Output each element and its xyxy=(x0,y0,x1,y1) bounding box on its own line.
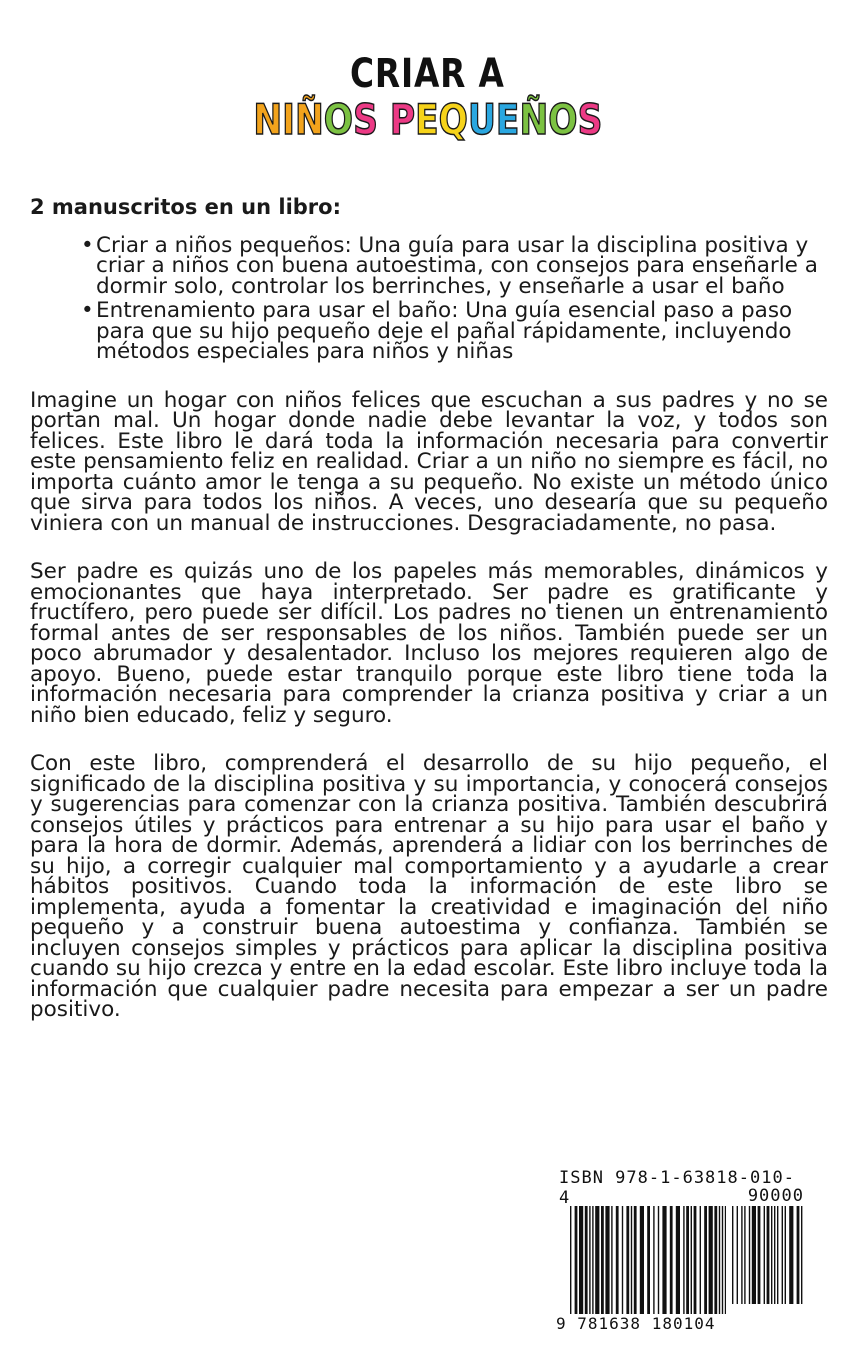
barcode-bar xyxy=(744,1206,745,1304)
barcode-bar xyxy=(626,1206,629,1314)
barcode-bar xyxy=(647,1206,650,1314)
barcode-bar xyxy=(709,1206,713,1314)
title-letter: Ñ xyxy=(294,95,324,144)
barcode-bar xyxy=(737,1206,738,1304)
title-letter: O xyxy=(547,95,578,144)
barcode-bar xyxy=(789,1206,793,1304)
title-letter: S xyxy=(352,95,378,144)
barcode-bar xyxy=(714,1206,717,1314)
isbn-barcode xyxy=(556,1168,806,1340)
barcode-bar xyxy=(700,1206,701,1314)
title-letter: P xyxy=(389,95,415,144)
barcode-bar xyxy=(782,1206,783,1304)
barcode-bar xyxy=(575,1206,578,1314)
title-letter: O xyxy=(323,95,353,144)
title-letter xyxy=(378,95,390,144)
barcode-bar xyxy=(592,1206,593,1314)
barcode-bar xyxy=(601,1206,604,1314)
barcode-bar xyxy=(691,1206,692,1314)
barcode-bar xyxy=(774,1206,775,1304)
title-letter: I xyxy=(281,95,295,144)
price-code: 90000 xyxy=(747,1186,804,1206)
list-item: • Entrenamiento para usar el baño: Una guía esencial paso a paso para que su hijo pequeño deje el pañal rápidamente, incluyendo métodos especiales para niños y niñas xyxy=(96,301,828,363)
barcode-bar xyxy=(704,1206,707,1314)
barcode-bar xyxy=(634,1206,637,1314)
barcode-bar xyxy=(683,1206,684,1314)
barcode-bar xyxy=(764,1206,765,1304)
manuscripts-list xyxy=(30,232,828,364)
barcode-bar xyxy=(771,1206,772,1304)
barcode-bar xyxy=(719,1206,720,1314)
barcode-bar xyxy=(640,1206,644,1314)
barcode-bar xyxy=(653,1206,654,1314)
barcode-bar xyxy=(670,1206,673,1314)
list-item: • Criar a niños pequeños: Una guía para usar la disciplina positiva y criar a niños con buena autoestima, con consejos para enseñarle a dormir solo, controlar los berrinches, y enseñarle a usar el baño xyxy=(96,236,828,298)
barcode-bar xyxy=(801,1206,802,1304)
barcode-bar xyxy=(611,1206,612,1314)
paragraph-parenting: Ser padre es quizás uno de los papeles más memorables, dinámicos y emocionantes que haya interpretado. Ser padre es gratificante y fructífero, pero puede ser difícil. Los padres no tienen un entrenamiento formal antes de ser responsables de los niños. También puede ser un poco abrumador y desalentador. Incluso los mejores requieren algo de apoyo. Bueno, puede estar tranquilo porque este libro tiene toda la información necesaria para comprender la crianza positiva y criar a un niño bien educado, feliz y seguro. xyxy=(30,559,828,728)
title-letter: N xyxy=(252,95,282,144)
title-line-1: CRIAR A xyxy=(350,51,505,97)
book-title xyxy=(0,52,855,144)
barcode-bar xyxy=(694,1206,697,1314)
barcode-bar xyxy=(741,1206,742,1304)
barcode-bar xyxy=(722,1206,723,1314)
barcode-bar xyxy=(725,1206,726,1314)
title-letter: S xyxy=(577,95,603,144)
barcode-bar xyxy=(767,1206,770,1304)
barcode-bar xyxy=(749,1206,750,1304)
barcode-bar xyxy=(605,1206,609,1314)
barcode-bar xyxy=(732,1206,733,1304)
barcode-bar xyxy=(570,1206,571,1314)
title-letter: U xyxy=(467,95,496,144)
barcode-bar xyxy=(758,1206,761,1304)
barcode-bar xyxy=(622,1206,623,1314)
ean-barcode-bars xyxy=(570,1206,726,1314)
paragraph-intro: Imagine un hogar con niños felices que escuchan a sus padres y no se portan mal. Un hogar donde nadie debe levantar la voz, y todos son felices. Este libro le dará toda la información necesaria para convertir este pensamiento feliz en realidad. Criar a un niño no siempre es fácil, no importa cuánto amor le tenga a su pequeño. No existe un método único que sirva para todos los niños. A veces, uno desearía que su pequeño viniera con un manual de instrucciones. Desgraciadamente, no pasa. xyxy=(30,387,828,536)
manuscripts-heading: 2 manuscritos en un libro: xyxy=(30,195,341,219)
title-line-2 xyxy=(253,96,602,144)
barcode-bar xyxy=(595,1206,599,1314)
barcode-bar xyxy=(585,1206,588,1314)
title-letter: Q xyxy=(438,95,468,144)
addon-barcode-bars xyxy=(732,1206,804,1304)
barcode-bar xyxy=(579,1206,583,1314)
barcode-bar xyxy=(662,1206,666,1314)
barcode-bar xyxy=(589,1206,590,1314)
barcode-bar xyxy=(616,1206,619,1314)
barcode-bar xyxy=(797,1206,800,1304)
barcode-bar xyxy=(676,1206,680,1314)
barcode-bar xyxy=(785,1206,786,1304)
ean-digits: 9 781638 180104 xyxy=(556,1314,716,1333)
isbn-label: ISBN 978-1-63818-010-4 xyxy=(559,1168,795,1208)
barcode-bar xyxy=(752,1206,756,1304)
barcode-bar xyxy=(777,1206,778,1304)
barcode-bar xyxy=(686,1206,689,1314)
title-letter: Ñ xyxy=(519,95,548,144)
paragraph-contents: Con este libro, comprenderá el desarrollo de su hijo pequeño, el significado de la disciplina positiva y su importancia, y conocerá consejos y sugerencias para comenzar con la crianza positiva. También descubrirá consejos útiles y prácticos para entrenar a su hijo para usar el baño y para la hora de dormir. Además, aprenderá a lidiar con los berrinches de su hijo, a corregir cualquier mal comportamiento y a ayudarle a crear hábitos positivos. Cuando toda la información de este libro se implementa, ayuda a fomentar la creatividad e imaginación del niño pequeño y a construir buena autoestima y confianza. También se incluyen consejos simples y prácticos para aplicar la disciplina positiva cuando su hijo crezca y entre en la edad escolar. Este libro incluye toda la información que cualquier padre necesita para empezar a ser un padre positivo. xyxy=(30,751,828,1022)
title-letter: E xyxy=(414,95,439,144)
title-letter: E xyxy=(495,95,520,144)
barcode-bar xyxy=(631,1206,632,1314)
back-cover-text xyxy=(30,197,828,1049)
barcode-bar xyxy=(658,1206,659,1314)
